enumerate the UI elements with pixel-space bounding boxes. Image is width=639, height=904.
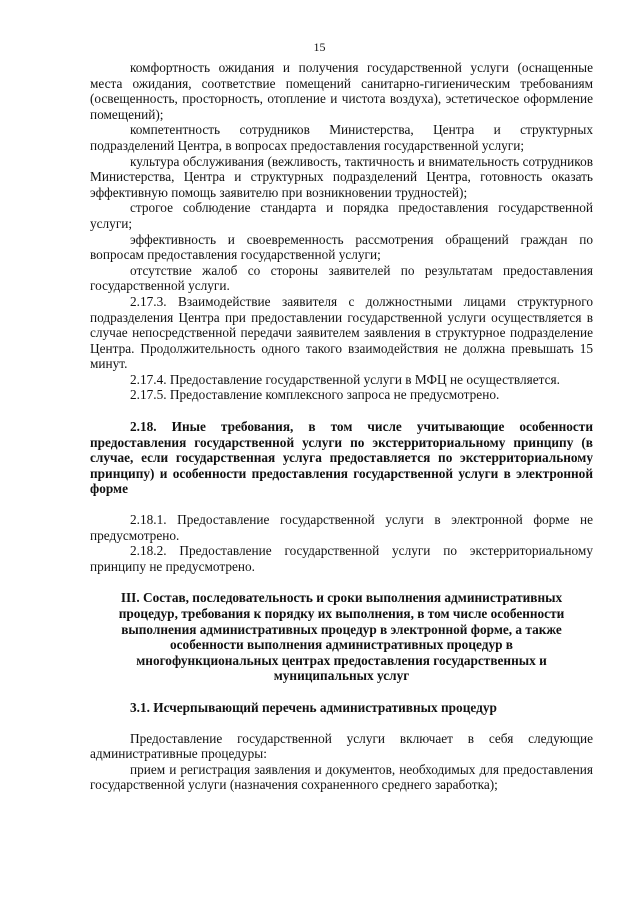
section-heading-2-18: 2.18. Иные требования, в том числе учитывающие особенности предоставления государственной услуги по экстерриториальному принципу (в случае, если государственная услуга предоставляется по экстерриториальному принципу) и особенности предоставления государственной услуги в электронной форме	[90, 419, 593, 497]
page-number: 15	[313, 40, 326, 54]
paragraph: прием и регистрация заявления и документов, необходимых для предоставления государственной услуги (назначения сохраненного среднего заработка);	[90, 761, 593, 793]
paragraph: строгое соблюдение стандарта и порядка предоставления государственной услуги;	[90, 200, 593, 231]
paragraph: 2.17.4. Предоставление государственной услуги в МФЦ не осуществляется.	[130, 371, 560, 387]
chapter-heading-III: III. Состав, последовательность и сроки выполнения административных процедур, требования к порядку их выполнения, в том числе особенности выполнения административных процедур в электронной форме, а также особенности выполнения административных процедур в многофункциональных центрах предоставления государственных и муниципальных услуг	[118, 590, 565, 684]
section-heading-3-1: 3.1. Исчерпывающий перечень административных процедур	[130, 699, 497, 715]
document-body	[90, 60, 593, 793]
paragraph: отсутствие жалоб со стороны заявителей по результатам предоставления государственной услуги.	[90, 262, 593, 294]
paragraph: Предоставление государственной услуги включает в себя следующие административные процедуры:	[90, 730, 593, 762]
paragraph: эффективность и своевременность рассмотрения обращений граждан по вопросам предоставления государственной услуги;	[90, 231, 593, 263]
paragraph: 2.18.1. Предоставление государственной услуги в электронной форме не предусмотрено.	[90, 512, 593, 543]
paragraph: культура обслуживания (вежливость, тактичность и внимательность сотрудников Министерства, Центра и структурных подразделений Центра, готовность оказать эффективную помощь заявителю при возникновении трудностей);	[90, 153, 593, 200]
paragraph: 2.18.2. Предоставление государственной услуги по экстерриториальному принципу не предусмотрено.	[90, 543, 593, 574]
paragraph: комфортность ожидания и получения государственной услуги (оснащенные места ожидания, соответствие помещений санитарно-гигиеническим требованиям (освещенность, просторность, отопление и чистота воздуха), эстетическое оформление помещений);	[90, 60, 593, 122]
paragraph: 2.17.3. Взаимодействие заявителя с должностными лицами структурного подразделения Центра при предоставлении государственной услуги осуществляется в случае непосредственной передачи заявителем заявления в структурное подразделение Центра. Продолжительность одного такого взаимодействия не должна превышать 15 минут.	[90, 293, 593, 372]
paragraph: компетентность сотрудников Министерства, Центра и структурных подразделений Центра, в вопросах предоставления государственной услуги;	[90, 122, 593, 153]
paragraph: 2.17.5. Предоставление комплексного запроса не предусмотрено.	[130, 387, 500, 403]
